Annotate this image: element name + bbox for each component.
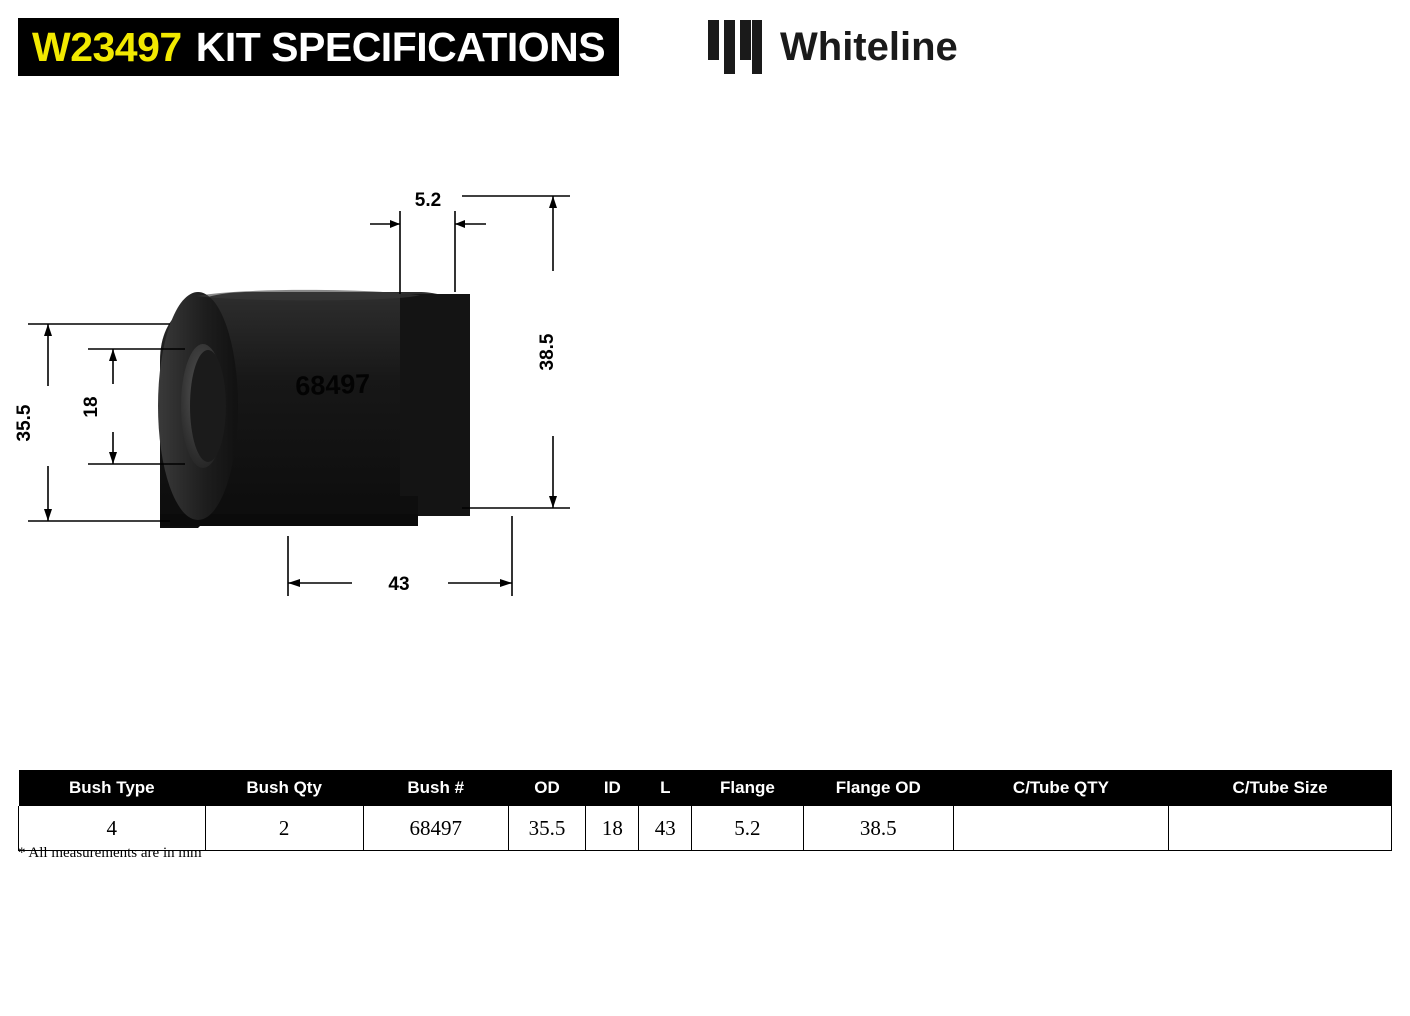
column-od: OD [508,770,586,806]
cell-flange-od: 38.5 [803,806,953,851]
page-title: KIT SPECIFICATIONS [195,23,606,70]
dim-flange-thickness: 5.2 [414,190,442,211]
column-bush-type: Bush Type [19,770,206,806]
dim-inner-diameter: 18 [81,396,102,418]
cell-ctube-qty [953,806,1168,851]
bush-body-graphic [158,290,470,528]
dim-outer-diameter: 35.5 [14,404,35,442]
cell-id: 18 [586,806,639,851]
column-bush-qty: Bush Qty [205,770,363,806]
cell-bush-number: 68497 [363,806,508,851]
table-row [19,806,1392,851]
column-flange: Flange [692,770,803,806]
cell-l: 43 [639,806,692,851]
part-number: W23497 [32,23,182,70]
cell-bush-qty: 2 [205,806,363,851]
whiteline-mark-icon [706,20,764,74]
cell-ctube-size [1169,806,1392,851]
part-engraving: 68497 [294,368,371,402]
cell-flange: 5.2 [692,806,803,851]
cell-od: 35.5 [508,806,586,851]
column-l: L [639,770,692,806]
measurement-note: * All measurements are in mm [18,845,202,861]
page-header [0,0,1410,96]
specification-table [18,770,1392,851]
dim-flange-od: 38.5 [537,333,558,371]
column-ctube-size: C/Tube Size [1169,770,1392,806]
technical-drawing [0,96,700,716]
dim-length: 43 [388,574,410,595]
cell-bush-type: 4 [19,806,206,851]
column-id: ID [586,770,639,806]
column-flange-od: Flange OD [803,770,953,806]
brand-logo [706,20,958,74]
title-bar [18,18,619,76]
table-header-row [19,770,1392,806]
column-ctube-qty: C/Tube QTY [953,770,1168,806]
column-bush-number: Bush # [363,770,508,806]
brand-name: Whiteline [780,25,958,69]
